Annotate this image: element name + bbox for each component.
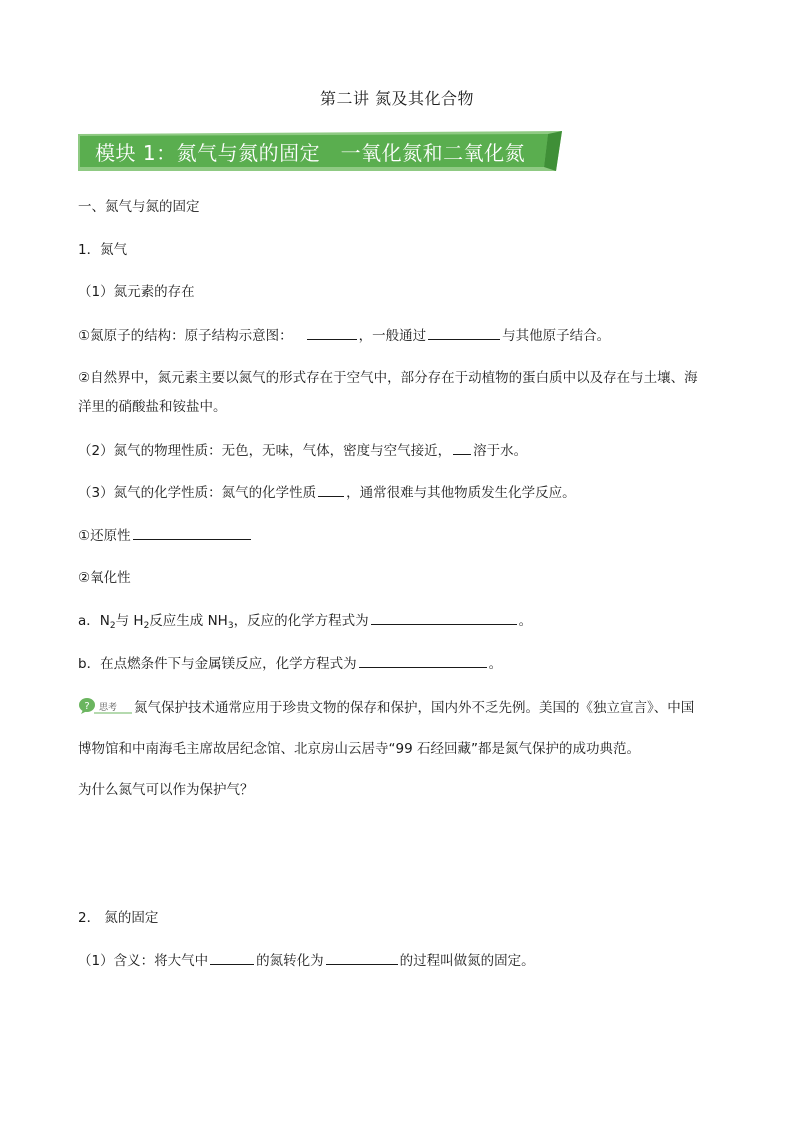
subscript: 3 xyxy=(227,621,234,631)
answer-blank[interactable] xyxy=(428,325,500,340)
nature-line-2: 洋里的硝酸盐和铵盐中。 xyxy=(78,399,227,415)
module-banner-title: 模块 1：氮气与氮的固定 一氧化氮和二氧化氮 xyxy=(95,141,526,165)
text-segment: ，反应的化学方程式为 xyxy=(233,613,369,629)
chemical-properties-line xyxy=(78,482,576,503)
page-title: 第二讲 氮及其化合物 xyxy=(319,89,475,108)
text-segment: ①还原性 xyxy=(78,528,131,544)
answer-blank[interactable] xyxy=(318,482,344,497)
subscript: 2 xyxy=(109,621,116,631)
reaction-a-line xyxy=(78,610,532,636)
text-segment: 。 xyxy=(488,656,503,672)
text-segment: 与其他原子结合。 xyxy=(502,328,611,344)
oxidizing-line: ②氧化性 xyxy=(78,570,131,586)
answer-blank[interactable] xyxy=(326,950,398,965)
text-segment: a．N xyxy=(78,613,110,629)
nature-line-1: ②自然界中，氮元素主要以氮气的形式存在于空气中，部分存在于动植物的蛋白质中以及存在与土壤、海 xyxy=(78,370,698,386)
text-segment: 与 H xyxy=(115,613,144,629)
text-segment: （2）氮气的物理性质：无色，无味，气体，密度与空气接近， xyxy=(78,443,452,459)
think-line-2: 博物馆和中南海毛主席故居纪念馆、北京房山云居寺“99 石经回藏”都是氮气保护的成功典范。 xyxy=(78,741,640,757)
svg-text:?: ? xyxy=(84,701,90,712)
text-segment: 氮气保护技术通常应用于珍贵文物的保存和保护，国内外不乏先例。美国的《独立宣言》、中国 xyxy=(134,700,695,716)
text-segment: b．在点燃条件下与金属镁反应，化学方程式为 xyxy=(78,656,357,672)
think-label: 思考 xyxy=(99,703,118,713)
text-segment: 的过程叫做氮的固定。 xyxy=(399,953,535,969)
answer-blank[interactable] xyxy=(359,653,487,668)
think-question: 为什么氮气可以作为保护气？ xyxy=(78,782,254,798)
text-segment: 的氮转化为 xyxy=(256,953,324,969)
answer-blank[interactable] xyxy=(371,610,517,625)
think-line-1 xyxy=(78,697,694,718)
text-segment: ，一般通过 xyxy=(358,328,427,344)
text-segment: 。 xyxy=(518,613,533,629)
text-segment: （3）氮气的化学性质：氮气的化学性质 xyxy=(78,485,317,501)
answer-blank[interactable] xyxy=(210,950,254,965)
answer-blank[interactable] xyxy=(307,325,357,340)
text-segment: ①氮原子的结构：原子结构示意图： xyxy=(78,328,293,344)
atomic-structure-line xyxy=(78,325,610,346)
subscript: 2 xyxy=(143,621,150,631)
reducing-line xyxy=(78,525,253,546)
think-icon xyxy=(78,697,132,715)
fixation-definition-line xyxy=(78,950,535,971)
subsection-heading: 1．氮气 xyxy=(78,242,128,258)
item-heading: （1）氮元素的存在 xyxy=(78,284,195,300)
text-segment: 溶于水。 xyxy=(473,443,528,459)
section-heading: 一、氮气与氮的固定 xyxy=(78,199,200,215)
module-banner xyxy=(78,131,562,171)
physical-properties-line xyxy=(78,440,527,461)
subsection-heading: 2． 氮的固定 xyxy=(78,910,159,926)
answer-blank[interactable] xyxy=(133,525,251,540)
text-segment: （1）含义：将大气中 xyxy=(78,953,209,969)
text-segment: ，通常很难与其他物质发生化学反应。 xyxy=(346,485,576,501)
answer-blank[interactable] xyxy=(453,440,471,455)
text-segment: 反应生成 NH xyxy=(149,613,228,629)
reaction-b-line xyxy=(78,653,502,674)
